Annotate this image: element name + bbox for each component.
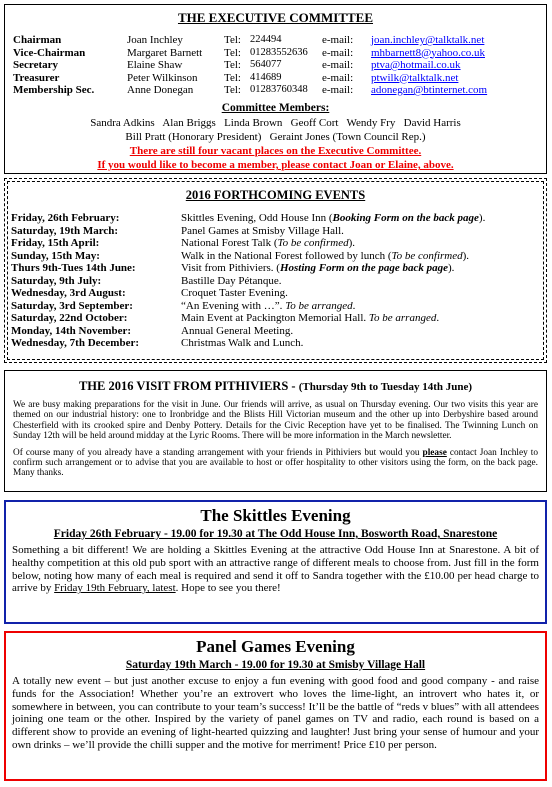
committee-members-heading: Committee Members:: [221, 102, 330, 114]
event-date: Friday, 26th February:: [11, 212, 120, 224]
event-row: [11, 312, 541, 325]
event-row: [11, 275, 541, 288]
officer-email-link[interactable]: joan.inchley@talktalk.net: [371, 34, 485, 46]
pithiviers-paragraph: Of course many of you already have a standing arrangement with your friends in Pithiviers but would you please contact Joan Inchley to confirm such arrangement or to advise that you are available to host or offer hospitality to other visitors using the form, on the back page. Many thanks.: [13, 447, 538, 479]
please-emphasis: please: [422, 447, 447, 458]
event-date: Saturday, 3rd September:: [11, 299, 133, 312]
event-date: Saturday, 19th March:: [11, 224, 119, 237]
event-date: Saturday, 9th July:: [11, 274, 102, 287]
event-date: Sunday, 15th May:: [11, 249, 100, 262]
officer-name: Margaret Barnett: [127, 46, 203, 59]
skittles-title: The Skittles Evening: [200, 506, 351, 525]
tel-label: Tel:: [224, 46, 241, 59]
officer-name: Peter Wilkinson: [127, 71, 198, 84]
officer-tel: 564077: [250, 59, 282, 70]
email-label: e-mail:: [322, 84, 354, 96]
event-row: [11, 212, 541, 225]
event-row: [11, 262, 541, 275]
events-list: [11, 212, 541, 350]
event-row: [11, 250, 541, 263]
event-date: Thurs 9th-Tues 14th June:: [11, 262, 136, 274]
pithiviers-visit-box: [4, 370, 547, 492]
panel-details: Saturday 19th March - 19.00 for 19.30 at Smisby Village Hall: [125, 659, 426, 671]
tel-label: Tel:: [224, 34, 241, 46]
officer-tel: 414689: [250, 71, 282, 83]
officer-email-link[interactable]: ptwilk@talktalk.net: [371, 71, 459, 84]
pithiviers-title: THE 2016 VISIT FROM PITHIVIERS - (Thursday 9th to Tuesday 14th June): [78, 379, 473, 393]
officer-role: Secretary: [13, 59, 58, 71]
event-description: Visit from Pithiviers. (Hosting Form on the page back page).: [181, 262, 455, 274]
officer-tel: 224494: [250, 34, 282, 45]
officer-role: Vice-Chairman: [13, 46, 86, 59]
email-label: e-mail:: [322, 71, 354, 84]
event-description: Skittles Evening, Odd House Inn (Booking Form on the back page).: [181, 212, 486, 224]
tel-label: Tel:: [224, 59, 241, 71]
officers-list: [13, 34, 543, 97]
officer-tel: 01283760348: [250, 84, 308, 95]
event-description: Main Event at Packington Memorial Hall. To be arranged.: [181, 312, 440, 324]
officer-role: Treasurer: [13, 71, 60, 84]
officer-row: [13, 34, 543, 47]
pithiviers-paragraph: We are busy making preparations for the visit in June. Our friends will arrive, as usual on Thursday evening. Our two visits this year are themed on our industrial history: one to Ironbridge and the Blists Hill Victorian museum and the other up into Derbyshire based around Chesterfield with its crooked spire and Denby Pottery. Details for the Civic Reception have yet to be finalised. The Twinning Lunch on Sunday 12th will be held around midday at the Lyric Rooms. There will be more information in the March newsletter.: [13, 400, 538, 442]
event-description: Annual General Meeting.: [181, 324, 294, 337]
skittles-deadline: Friday 19th February, latest: [54, 582, 176, 595]
event-row: [11, 337, 541, 350]
officer-row: [13, 59, 543, 72]
event-description: Bastille Day Pétanque.: [181, 274, 282, 287]
skittles-body: Something a bit different! We are holding a Skittles Evening at the attractive Odd House Inn at Snarestone. A bit of healthy competition at this old pub sport with an attractive range of different meals to choose from. Just fill in the form below, noting how many of each meal is required and send it off to Sandra together with the £10.00 per head charge to arrive by Friday 19th February, latest. Hope to see you there!: [12, 544, 539, 595]
officer-email-link[interactable]: mhbarnett8@yahoo.co.uk: [371, 46, 485, 59]
officer-row: [13, 47, 543, 60]
event-row: [11, 325, 541, 338]
pithiviers-dates: (Thursday 9th to Tuesday 14th June): [298, 381, 473, 393]
event-date: Saturday, 22nd October:: [11, 312, 128, 324]
officer-row: [13, 72, 543, 85]
event-description: Panel Games at Smisby Village Hall.: [181, 224, 344, 237]
panel-title: Panel Games Evening: [196, 637, 355, 656]
executive-title: THE EXECUTIVE COMMITTEE: [177, 10, 374, 25]
committee-members-line: Bill Pratt (Honorary President) Geraint Jones (Town Council Rep.): [125, 131, 426, 143]
event-description: “An Evening with …”. To be arranged.: [181, 299, 356, 312]
officer-email-link[interactable]: ptva@hotmail.co.uk: [371, 59, 461, 71]
event-date: Friday, 15th April:: [11, 237, 100, 249]
vacancy-notice: There are still four vacant places on the Executive Committee.: [129, 145, 422, 157]
event-row: [11, 287, 541, 300]
events-title: 2016 FORTHCOMING EVENTS: [185, 188, 366, 202]
officer-tel: 01283552636: [250, 46, 308, 58]
executive-committee-box: [4, 4, 547, 174]
tel-label: Tel:: [224, 84, 241, 96]
event-row: [11, 300, 541, 313]
officer-email-link[interactable]: adonegan@btinternet.com: [371, 84, 488, 96]
event-date: Wednesday, 7th December:: [11, 337, 140, 349]
email-label: e-mail:: [322, 46, 354, 59]
committee-members-line: Sandra Adkins Alan Briggs Linda Brown Geoff Cort Wendy Fry David Harris: [90, 117, 461, 129]
skittles-evening-box: [4, 500, 547, 624]
tel-label: Tel:: [224, 71, 241, 84]
panel-body: A totally new event – but just another excuse to enjoy a fun evening with good food and good company - and raise funds for the Association! Whether you’re an extrovert who loves the lime-light, an introvert who hates it, or somewhere in between, you can contribute to your team’s success! It’ll be the battle of “reds v blues” with all attendees joining one team or the other. Inspired by the variety of panel games on TV and radio, each round is based on a different show to provide an evening of light-hearted quizzing and laughter! Just bring your sense of humour and your own drinks – we’ll provide the chilli supper and the motive for merriment! Price £10 per person.: [12, 675, 539, 751]
skittles-details: Friday 26th February - 19.00 for 19.30 at The Odd House Inn, Bosworth Road, Snarestone: [53, 528, 498, 540]
panel-games-box: [4, 631, 547, 781]
officer-name: Joan Inchley: [127, 34, 183, 46]
email-label: e-mail:: [322, 59, 354, 71]
event-description: Christmas Walk and Lunch.: [181, 337, 304, 349]
event-description: Walk in the National Forest followed by lunch (To be confirmed).: [181, 249, 470, 262]
event-description: Croquet Taster Evening.: [181, 287, 288, 299]
forthcoming-events-box: [4, 178, 547, 363]
email-label: e-mail:: [322, 34, 354, 46]
officer-name: Elaine Shaw: [127, 59, 183, 71]
officer-role: Membership Sec.: [13, 84, 95, 96]
event-description: National Forest Talk (To be confirmed).: [181, 237, 355, 249]
event-row: [11, 237, 541, 250]
officer-row: [13, 84, 543, 97]
officer-role: Chairman: [13, 34, 62, 46]
event-date: Wednesday, 3rd August:: [11, 287, 126, 299]
event-row: [11, 225, 541, 238]
officer-name: Anne Donegan: [127, 84, 194, 96]
vacancy-contact-notice: If you would like to become a member, please contact Joan or Elaine, above.: [97, 159, 454, 171]
event-date: Monday, 14th November:: [11, 324, 132, 337]
